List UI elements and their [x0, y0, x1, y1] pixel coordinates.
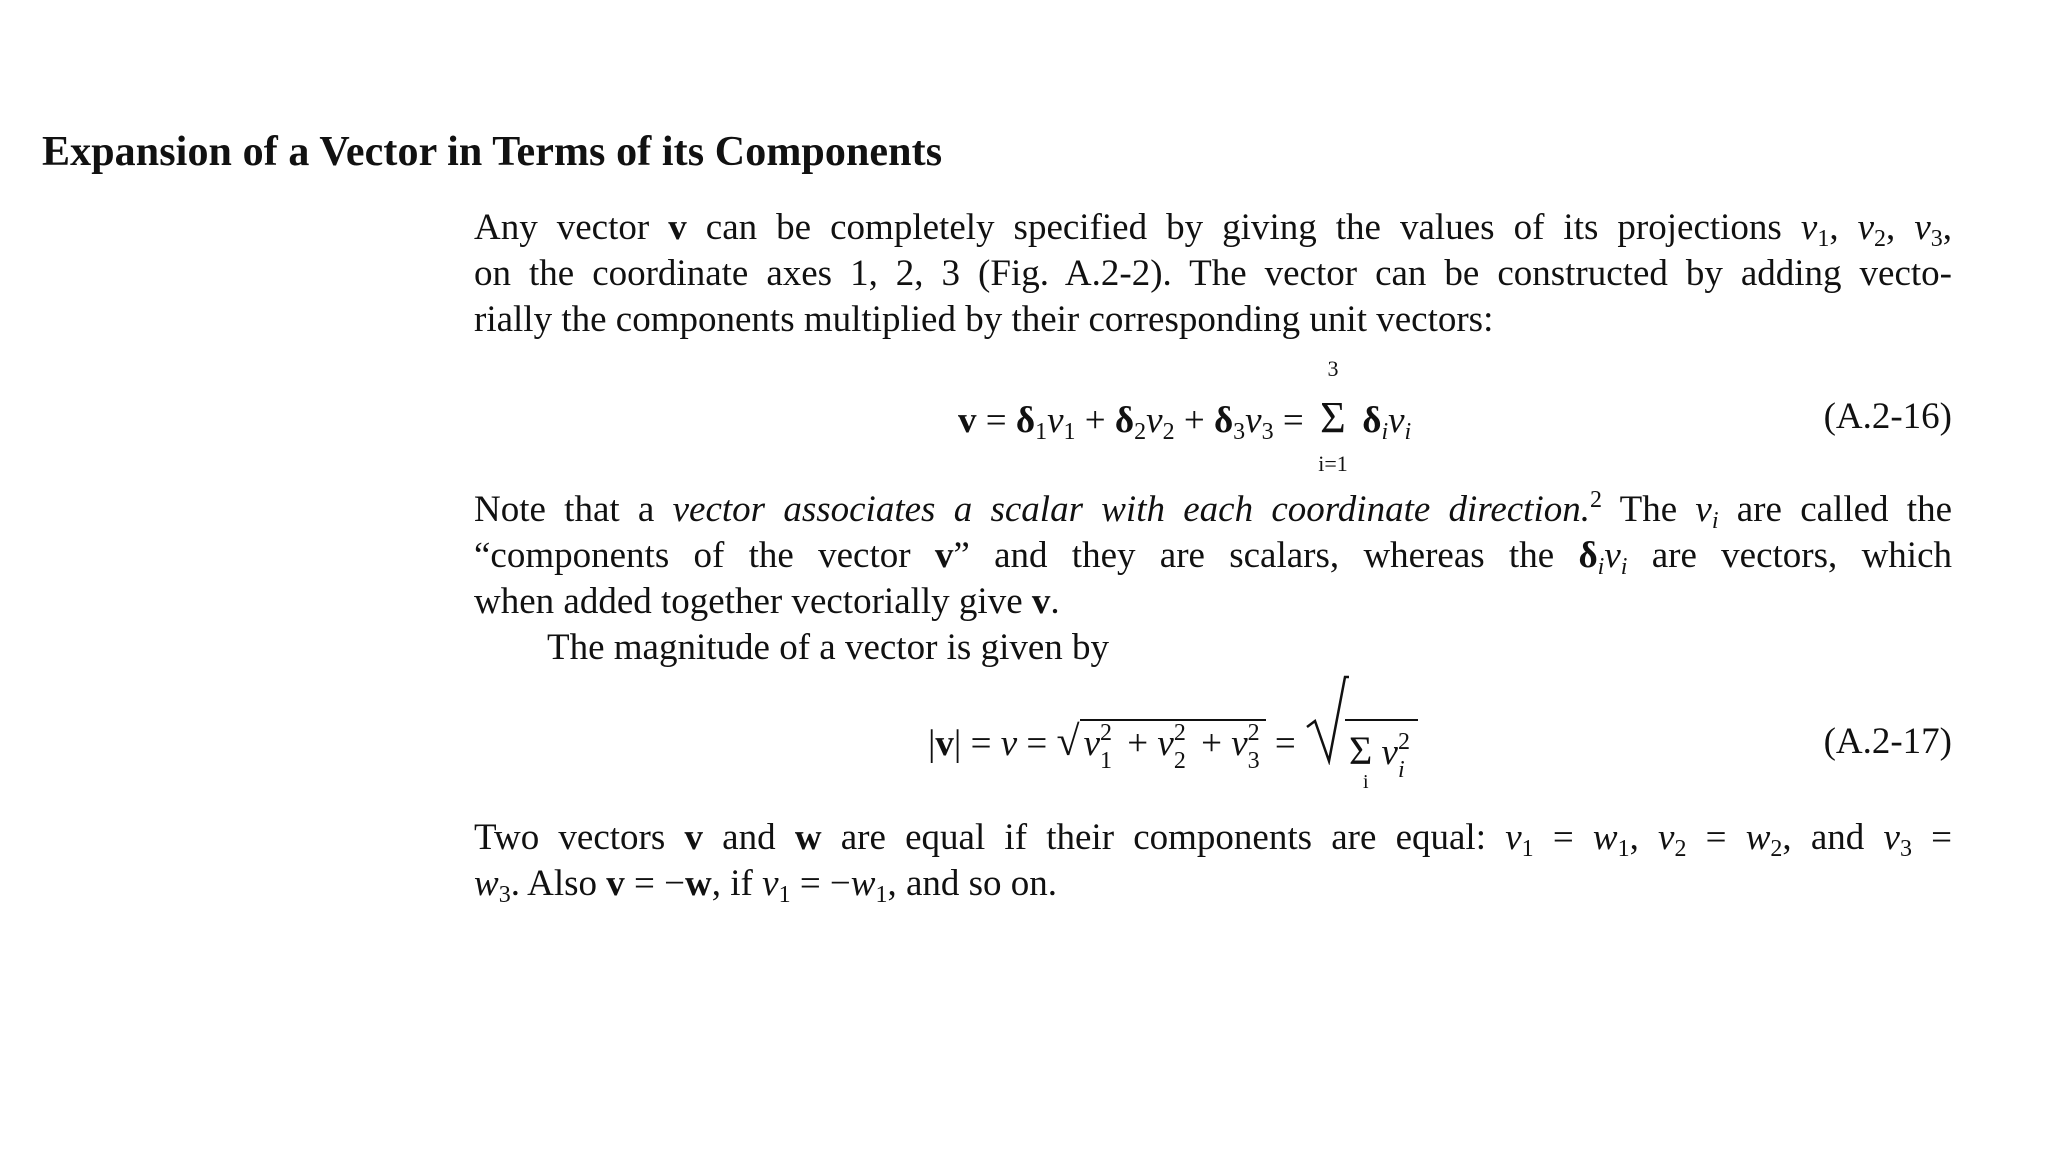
- paragraph-intro: Any vector v can be completely specified by giving the values of its projections $v_1$, $v_2$, $v_3$, on the coordinate axes 1, 2, 3 (Fig. A.2-2). The vector can be constructed by adding vecto- rially the components multiplied by their corresponding unit vectors:: [474, 207, 1953, 340]
- equation-number: (A.2-17): [1823, 721, 1952, 762]
- section-heading: Expansion of a Vector in Terms of its Components: [42, 129, 943, 175]
- paragraph-note: Note that a vector associates a scalar with each coordinate direction.$^2$ The $v_i$ are called the “components of the vector v” and they are scalars, whereas the $\delta_iv_i$ are vectors, which when added together vectorially give v. The magnitude of a vector is given by: [474, 487, 1952, 668]
- radical-sign: Σ v 2 i i: [1305, 719, 1418, 774]
- equation-vector-magnitude: |v| = v = √ v 2 1 + v 2 2 + v 2 3 = Σ v 2 i i: [928, 718, 1418, 774]
- equation-number: (A.2-16): [1823, 396, 1952, 437]
- paragraph-equality: Two vectors v and w are equal if their components are equal: $v_1 = w_1$, $v_2 = w_2$, and $v_3$ = $w_3$. Also v = −w, if $v_1 = -w_1$, and so on.: [474, 817, 1952, 908]
- summation-symbol: 3 Σ i=1: [1318, 356, 1348, 476]
- equation-vector-expansion: $v = \delta_1v_1 + \delta_2v_2 + \delta_3v_3$ = 3 Σ i=1 $\delta_iv_i$: [958, 356, 1412, 476]
